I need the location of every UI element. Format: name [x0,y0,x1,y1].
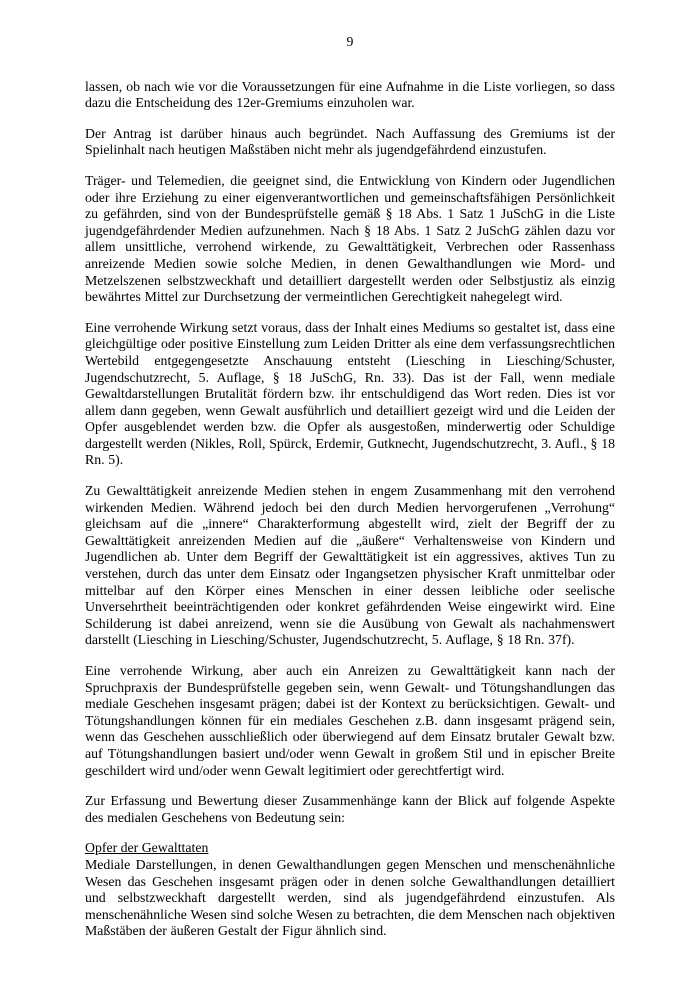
section-heading-opfer-der-gewalttaten: Opfer der Gewalttaten [85,840,209,856]
paragraph-verrohende-wirkung: Eine verrohende Wirkung setzt voraus, dass der Inhalt eines Mediums so gestaltet ist, dass eine gleichgültige oder positive Einstellung zum Leiden Dritter als eine dem verfassungsrechtlichen Wertebild entgegengesetzte Anschauung entsteht (Liesching in Liesching/Schuster, Jugendschutzrecht, 5. Auflage, § 18 JuSchG, Rn. 33). Das ist der Fall, wenn mediale Gewaltdarstellungen Brutalität fördern bzw. ihr entschuldigend das Wort reden. Dies ist vor allem dann gegeben, wenn Gewalt ausführlich und detailliert gezeigt wird und die Leiden der Opfer ausgeblendet werden bzw. die Opfer als ausgestoßen, minderwertig oder Schuldige dargestellt werden (Nikles, Roll, Spürck, Erdemir, Gutknecht, Jugendschutzrecht, 3. Aufl., § 18 Rn. 5). [85,319,615,468]
paragraph-spruchpraxis: Eine verrohende Wirkung, aber auch ein Anreizen zu Gewalttätigkeit kann nach der Spruchpraxis der Bundesprüfstelle gegeben sein, wenn Gewalt- und Tötungshandlungen das mediale Geschehen insgesamt prägen; dabei ist der Kontext zu berücksichtigen. Gewalt- und Tötungshandlungen können für ein mediales Geschehen z.B. dann insgesamt prägend sein, wenn das Geschehen ausschließlich oder überwiegend auf dem Einsatz brutaler Gewalt bzw. auf Tötungshandlungen basiert und/oder wenn Gewalt in großem Stil und in epischer Breite geschildert wird und/oder wenn Gewalt legitimiert oder gerechtfertigt wird. [85,663,615,778]
paragraph-erfassung-bewertung: Zur Erfassung und Bewertung dieser Zusammenhänge kann der Blick auf folgende Aspekte des medialen Geschehens von Bedeutung sein: [85,793,615,825]
page-number: 9 [346,34,354,49]
paragraph-antrag-begruendet: Der Antrag ist darüber hinaus auch begründet. Nach Auffassung des Gremiums ist der Spielinhalt nach heutigen Maßstäben nicht mehr als jugendgefährdend einzustufen. [85,125,615,158]
paragraph-mediale-darstellungen: Mediale Darstellungen, in denen Gewalthandlungen gegen Menschen und menschenähnliche Wesen das Geschehen insgesamt prägen oder in denen solche Gewalthandlungen detailliert und selbstzweckhaft dargestellt werden, sind als jugendgefährdend einzustufen. Als menschenähnliche Wesen sind solche Wesen zu betrachten, die dem Menschen nach objektiven Maßstäben der äußeren Gestalt der Figur ähnlich sind. [85,856,615,939]
paragraph-intro-continuation: lassen, ob nach wie vor die Voraussetzungen für eine Aufnahme in die Liste vorliegen, so dass dazu die Entscheidung des 12er-Gremiums einzuholen war. [85,78,615,111]
paragraph-traeger-telemedien: Träger- und Telemedien, die geeignet sind, die Entwicklung von Kindern oder Jugendlichen oder ihre Erziehung zu einer eigenverantwortlichen und gemeinschaftsfähigen Persönlichkeit zu gefährden, sind von der Bundesprüfstelle gemäß § 18 Abs. 1 Satz 1 JuSchG in die Liste jugendgefährdender Medien aufzunehmen. Nach § 18 Abs. 1 Satz 2 JuSchG zählen dazu vor allem unsittliche, verrohend wirkende, zu Gewalttätigkeit, Verbrechen oder Rassenhass anreizende Medien sowie solche Medien, in denen Gewalthandlungen wie Mord- und Metzelszenen selbstzweckhaft und detailliert dargestellt werden oder Selbstjustiz als einzig bewährtes Mittel zur Durchsetzung der vermeintlichen Gerechtigkeit nahegelegt wird. [85,172,615,305]
document-body [85,79,615,940]
paragraph-gewalttaetigkeit-anreizende-medien: Zu Gewalttätigkeit anreizende Medien stehen in engem Zusammenhang mit den verrohend wirkenden Medien. Während jedoch bei den durch Medien hervorgerufenen „Verrohung“ gleichsam auf die „innere“ Charakterformung abgestellt wird, zielt der Begriff der zu Gewalttätigkeit anreizenden Medien auf die „äußere“ Verhaltensweise von Kindern und Jugendlichen ab. Unter dem Begriff der Gewalttätigkeit ist ein aggressives, aktives Tun zu verstehen, durch das unter dem Einsatz oder Ingangsetzen physischer Kraft unmittelbar oder mittelbar auf den Körper eines Menschen in einer dessen leibliche oder seelische Unversehrtheit beeinträchtigenden oder konkret gefährdenden Weise eingewirkt wird. Eine Schilderung ist dabei anreizend, wenn sie die Ausübung von Gewalt als nachahmenswert darstellt (Liesching in Liesching/Schuster, Jugendschutzrecht, 5. Auflage, § 18 Rn. 37f). [85,483,615,648]
